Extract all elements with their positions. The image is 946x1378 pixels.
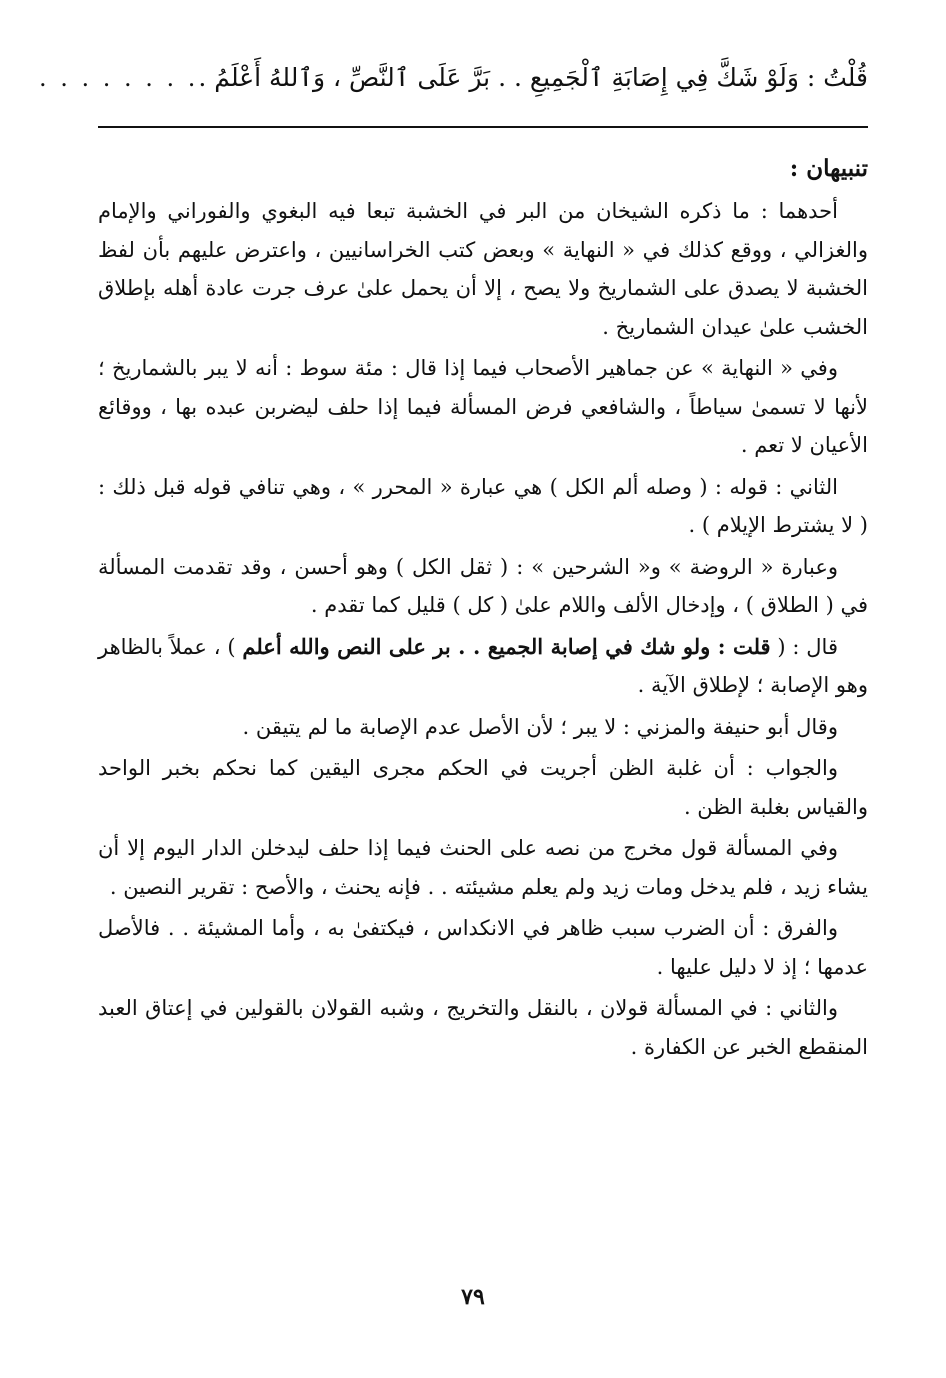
- separator-rule: [98, 126, 868, 128]
- paragraph-5-post: ) ، عملاً بالظاهر وهو الإصابة ؛ لإطلاق الآية .: [98, 634, 868, 697]
- paragraph-6: وقال أبو حنيفة والمزني : لا يبر ؛ لأن الأصل عدم الإصابة ما لم يتيقن .: [242, 714, 838, 739]
- paragraph-10: والثاني : في المسألة قولان ، بالنقل والتخريج ، وشبه القولان بالقولين في إعتاق العبد المنقطع الخبر عن الكفارة .: [98, 996, 868, 1059]
- paragraph-1: أحدهما : ما ذكره الشيخان من البر في الخشبة تبعا فيه البغوي والفوراني والإمام والغزالي ، ووقع كذلك في « النهاية » وبعض كتب الخراسانيين ، واعترض عليهم بأن لفظ الخشبة لا يصدق على الشماريخ ولا يصح ، إلا أن يحمل علىٰ عرف جرت عادة أهله بإطلاق الخشب علىٰ عيدان الشماريخ .: [98, 199, 868, 339]
- section-heading: تنبيهان :: [789, 155, 868, 182]
- paragraph-3: الثاني : قوله : ( وصله ألم الكل ) هي عبارة « المحرر » ، وهي تنافي قوله قبل ذلك : ( لا يشترط الإيلام ) .: [98, 474, 868, 537]
- matn-line: [38, 58, 868, 98]
- paragraph-9: والفرق : أن الضرب سبب ظاهر في الانكداس ، فيكتفىٰ به ، وأما المشيئة . . فالأصل عدمها ؛ إذ لا دليل عليها .: [98, 916, 868, 979]
- paragraph-8: وفي المسألة قول مخرج من نصه على الحنث فيما إذا حلف ليدخلن الدار اليوم إلا أن يشاء زيد ، فلم يدخل ومات زيد ولم يعلم مشيئته . . فإنه يحنث ، والأصح : تقرير النصين .: [98, 836, 868, 899]
- quoted-matn-bold: قلت : ولو شك في إصابة الجميع . . بر على النص والله أعلم: [242, 633, 771, 659]
- matn-dots: . . . . . . . .: [38, 64, 199, 92]
- page-number: ٧٩: [461, 1284, 485, 1310]
- paragraph-2: وفي « النهاية » عن جماهير الأصحاب فيما إذا قال : مئة سوط : أنه لا يبر بالشماريخ ؛ لأنها لا تسمىٰ سياطاً ، والشافعي فرض المسألة فيما إذا حلف ليضربن عبده بها ، ووقائع الأعيان لا تعم .: [98, 356, 868, 457]
- matn-text: قُلْتُ : وَلَوْ شَكَّ فِي إِصَابَةِ ٱلْجَمِيعِ . . بَرَّ عَلَى ٱلنَّصِّ ، وَٱللهُ أَعْلَمُ .: [198, 63, 868, 92]
- paragraph-7: والجواب : أن غلبة الظن أجريت في الحكم مجرى اليقين كما نحكم بخبر الواحد والقياس بغلبة الظن .: [98, 756, 868, 819]
- paragraph-5: [98, 628, 868, 705]
- paragraph-4: وعبارة « الروضة » و« الشرحين » : ( ثقل الكل ) وهو أحسن ، وقد تقدمت المسألة في ( الطلاق ) ، وإدخال الألف واللام علىٰ ( كل ) قليل كما تقدم .: [98, 554, 868, 617]
- paragraph-5-pre: قال : (: [770, 634, 838, 659]
